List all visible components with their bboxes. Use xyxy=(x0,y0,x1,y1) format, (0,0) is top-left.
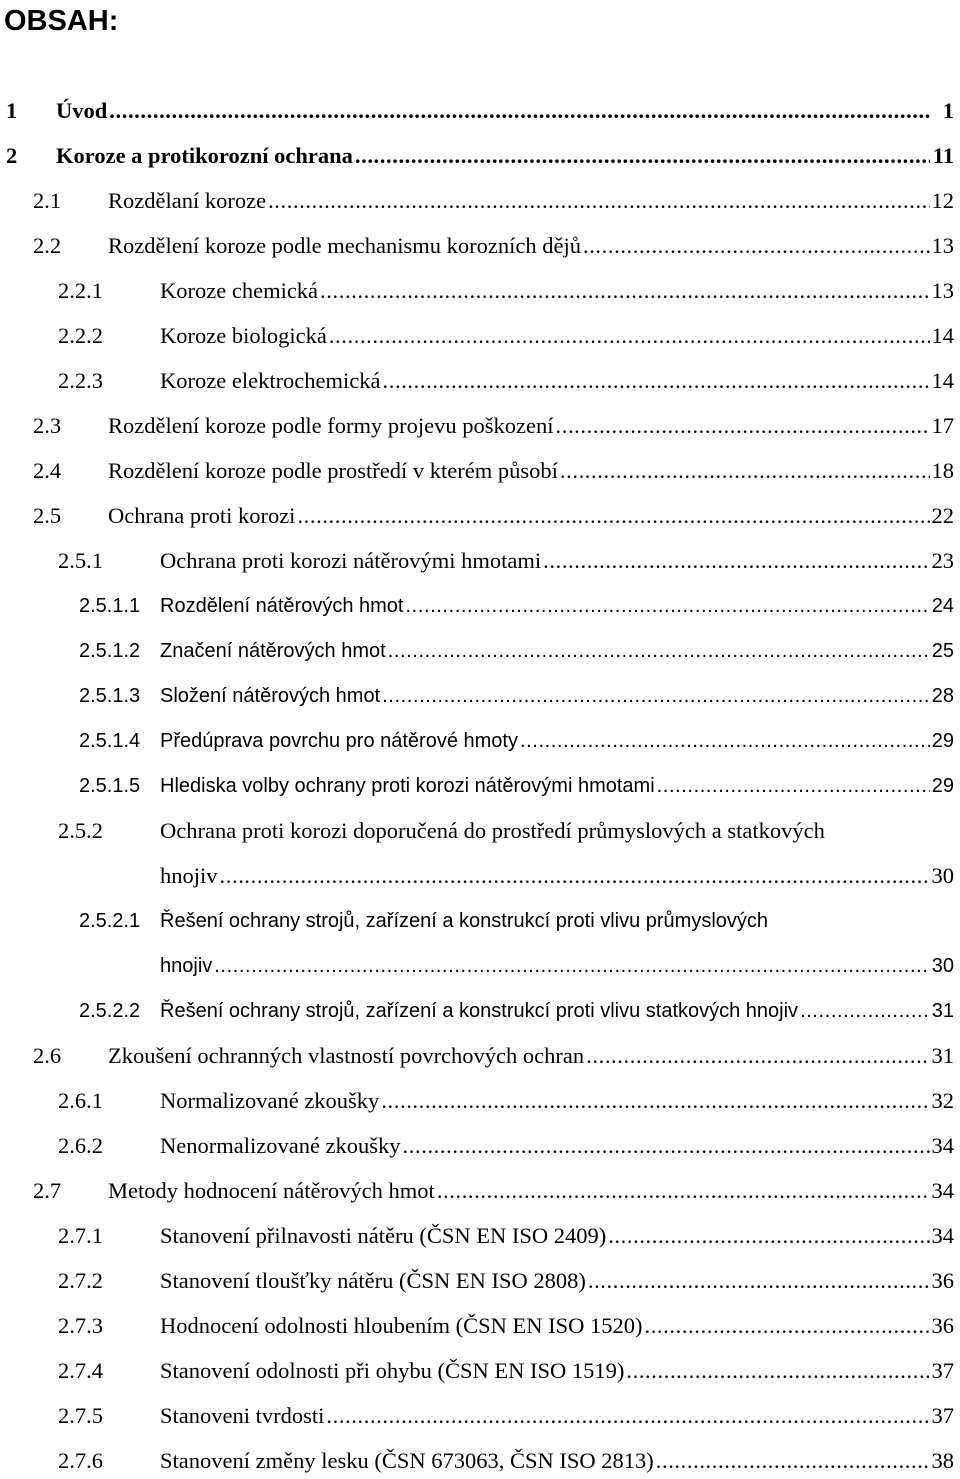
toc-entry-page-number: 12 xyxy=(931,188,954,213)
toc-entry-title: Metody hodnocení nátěrových hmot xyxy=(108,1178,435,1203)
toc-entry-number: 2.4 xyxy=(33,458,62,483)
toc-entry-page-number: 18 xyxy=(931,458,954,483)
toc-entry-title: Stanovení odolnosti při ohybu (ČSN EN ISO 1519) xyxy=(160,1358,625,1383)
toc-entry[interactable] xyxy=(0,678,960,714)
toc-entry-page-number: 13 xyxy=(931,233,954,258)
dot-leader xyxy=(220,858,930,894)
toc-entry-line xyxy=(160,723,954,759)
toc-entry-number: 2.5.1.5 xyxy=(79,775,141,797)
toc-entry-line xyxy=(160,1128,954,1164)
toc-entry-line xyxy=(108,1173,954,1209)
toc-entry-line xyxy=(160,543,954,579)
toc-entry-title: Koroze elektrochemická xyxy=(160,368,381,393)
dot-leader xyxy=(320,273,929,309)
toc-entry-line xyxy=(160,588,954,624)
toc-entry-title: Rozdělení nátěrových hmot xyxy=(160,595,404,617)
toc-entry-page-number: 36 xyxy=(931,1313,954,1338)
toc-entry-line xyxy=(160,993,954,1029)
toc-entry-page-number: 30 xyxy=(931,863,954,888)
toc-entry-continuation[interactable] xyxy=(0,858,960,894)
toc-entry-number: 2.7.5 xyxy=(58,1403,103,1428)
toc-entry-page-number: 34 xyxy=(931,1133,954,1158)
toc-entry[interactable] xyxy=(0,183,960,219)
dot-leader xyxy=(405,588,929,624)
toc-entry-line xyxy=(160,678,954,714)
toc-entry-number: 2.5.2.2 xyxy=(79,1000,141,1022)
toc-entry-line xyxy=(160,1083,954,1119)
toc-entry-page-number: 31 xyxy=(931,1043,954,1068)
dot-leader xyxy=(382,678,930,714)
dot-leader xyxy=(326,1398,929,1434)
page-title: OBSAH: xyxy=(4,5,119,37)
toc-entry-number: 2.2 xyxy=(33,233,62,258)
dot-leader xyxy=(657,768,930,804)
toc-entry-line xyxy=(160,273,954,309)
toc-entry-line xyxy=(160,318,954,354)
toc-entry[interactable] xyxy=(0,1218,960,1254)
toc-entry-title: Koroze chemická xyxy=(160,278,319,303)
dot-leader xyxy=(214,948,929,984)
toc-entry-title: Rozdělení koroze podle mechanismu korozních dějů xyxy=(108,233,581,258)
toc-entry-number: 2.5.2.1 xyxy=(79,910,141,932)
dot-leader xyxy=(388,633,930,669)
dot-leader xyxy=(329,318,930,354)
toc-entry-line xyxy=(160,363,954,399)
dot-leader xyxy=(268,183,929,219)
dot-leader xyxy=(355,138,930,174)
dot-leader xyxy=(608,1218,929,1254)
dot-leader xyxy=(644,1308,929,1344)
toc-entry-number: 2.5.1.1 xyxy=(79,595,141,617)
toc-entry-number: 2.5.1 xyxy=(58,548,103,573)
toc-entry-number: 2.5.2 xyxy=(58,818,103,843)
toc-entry[interactable] xyxy=(0,228,960,264)
toc-entry[interactable] xyxy=(0,138,960,174)
toc-entry[interactable] xyxy=(0,363,960,399)
toc-entry-page-number: 14 xyxy=(931,323,954,348)
toc-entry[interactable] xyxy=(0,813,960,849)
toc-entry[interactable] xyxy=(0,903,960,939)
toc-entry-number: 2 xyxy=(6,143,18,168)
toc-entry-page-number: 17 xyxy=(931,413,954,438)
toc-entry-page-number: 1 xyxy=(942,98,954,123)
toc-entry[interactable] xyxy=(0,1398,960,1434)
toc-entry-title: Normalizované zkoušky xyxy=(160,1088,380,1113)
dot-leader xyxy=(800,993,930,1029)
toc-entry-title: Stanovení změny lesku (ČSN 673063, ČSN ISO 2813) xyxy=(160,1448,654,1473)
toc-entry-line xyxy=(108,183,954,219)
toc-entry-number: 2.6 xyxy=(33,1043,62,1068)
toc-entry-number: 2.6.1 xyxy=(58,1088,103,1113)
toc-entry-line xyxy=(160,858,954,894)
toc-entry[interactable] xyxy=(0,1173,960,1209)
dot-leader xyxy=(588,1263,930,1299)
toc-entry-page-number: 24 xyxy=(931,595,954,617)
toc-entry-page-number: 34 xyxy=(931,1178,954,1203)
toc-entry-number: 2.2.3 xyxy=(58,368,103,393)
toc-entry-line xyxy=(108,228,954,264)
toc-entry[interactable] xyxy=(0,993,960,1029)
dot-leader xyxy=(520,723,930,759)
toc-entry-line xyxy=(108,408,954,444)
toc-entry-line xyxy=(108,1038,954,1074)
toc-entry-line xyxy=(160,1308,954,1344)
toc-entry[interactable] xyxy=(0,453,960,489)
toc-entry[interactable] xyxy=(0,1353,960,1389)
toc-entry-title: Rozdělaní koroze xyxy=(108,188,267,213)
toc-entry[interactable] xyxy=(0,408,960,444)
toc-entry-page-number: 28 xyxy=(931,685,954,707)
toc-entry-number: 2.3 xyxy=(33,413,62,438)
toc-entry-page-number: 31 xyxy=(931,1000,954,1022)
toc-entry-line xyxy=(108,498,954,534)
toc-entry-page-number: 14 xyxy=(931,368,954,393)
toc-entry-number: 2.7.1 xyxy=(58,1223,103,1248)
dot-leader xyxy=(656,1443,930,1479)
toc-entry-page-number: 30 xyxy=(931,955,954,977)
toc-entry-page-number: 38 xyxy=(931,1448,954,1473)
toc-entry[interactable] xyxy=(0,543,960,579)
toc-entry-line xyxy=(160,1218,954,1254)
toc-entry[interactable] xyxy=(0,633,960,669)
toc-entry-number: 2.2.1 xyxy=(58,278,103,303)
toc-entry[interactable] xyxy=(0,1083,960,1119)
toc-entry[interactable] xyxy=(0,93,960,129)
toc-entry-number: 2.2.2 xyxy=(58,323,103,348)
toc-entry-page-number: 11 xyxy=(932,143,954,168)
toc-entry-line xyxy=(56,138,954,174)
toc-entry[interactable] xyxy=(0,1128,960,1164)
toc-entry-number: 2.7.6 xyxy=(58,1448,103,1473)
toc-entry-number: 2.1 xyxy=(33,188,62,213)
toc-entry-number: 1 xyxy=(6,98,18,123)
toc-entry-number: 2.6.2 xyxy=(58,1133,103,1158)
toc-entry-page-number: 36 xyxy=(931,1268,954,1293)
toc-entry[interactable] xyxy=(0,588,960,624)
toc-entry-number: 2.7 xyxy=(33,1178,62,1203)
toc-entry-page-number: 22 xyxy=(931,503,954,528)
toc-entry-number: 2.5 xyxy=(33,503,62,528)
toc-entry-title: Řešení ochrany strojů, zařízení a konstrukcí proti vlivu statkových hnojiv xyxy=(160,1000,799,1022)
toc-entry[interactable] xyxy=(0,723,960,759)
toc-entry-title: Rozdělení koroze podle formy projevu poškození xyxy=(108,413,554,438)
dot-leader xyxy=(109,93,930,129)
toc-entry-page-number: 37 xyxy=(931,1403,954,1428)
toc-entry[interactable] xyxy=(0,1443,960,1479)
toc-entry-number: 2.7.3 xyxy=(58,1313,103,1338)
toc-entry-number: 2.5.1.3 xyxy=(79,685,141,707)
toc-entry-title: Složení nátěrových hmot xyxy=(160,685,381,707)
dot-leader xyxy=(403,1128,930,1164)
toc-entry-title: Ochrana proti korozi nátěrovými hmotami xyxy=(160,548,542,573)
toc-entry[interactable] xyxy=(0,273,960,309)
toc-entry-number: 2.7.4 xyxy=(58,1358,103,1383)
toc-entry-title: Stanovení přilnavosti nátěru (ČSN EN ISO 2409) xyxy=(160,1223,607,1248)
toc-entry-title: Koroze a protikorozní ochrana xyxy=(56,143,353,168)
toc-entry-line xyxy=(160,1398,954,1434)
toc-entry[interactable] xyxy=(0,318,960,354)
toc-entry-title: Koroze biologická xyxy=(160,323,327,348)
toc-entry-continuation[interactable] xyxy=(0,948,960,984)
toc-entry-line xyxy=(160,1263,954,1299)
toc-entry-title: Hlediska volby ochrany proti korozi nátěrovými hmotami xyxy=(160,775,655,797)
toc-entry-line xyxy=(160,768,954,804)
dot-leader xyxy=(560,453,930,489)
toc-entry[interactable] xyxy=(0,1263,960,1299)
toc-entry[interactable] xyxy=(0,768,960,804)
toc-entry[interactable] xyxy=(0,1038,960,1074)
toc-entry-number: 2.5.1.4 xyxy=(79,730,141,752)
toc-entry-title: Nenormalizované zkoušky xyxy=(160,1133,401,1158)
toc-entry-title: Stanovení tloušťky nátěru (ČSN EN ISO 2808) xyxy=(160,1268,586,1293)
toc-entry-page-number: 13 xyxy=(931,278,954,303)
toc-entry-title: Značení nátěrových hmot xyxy=(160,640,386,662)
dot-leader xyxy=(543,543,929,579)
toc-entry-page-number: 37 xyxy=(931,1358,954,1383)
toc-entry-page-number: 29 xyxy=(931,775,954,797)
toc-entry-title: Rozdělení koroze podle prostředí v kterém působí xyxy=(108,458,558,483)
dot-leader xyxy=(583,228,930,264)
toc-entry-title: hnojiv xyxy=(160,863,218,888)
toc-entry-page-number: 29 xyxy=(931,730,954,752)
toc-entry-line xyxy=(160,1353,954,1389)
dot-leader xyxy=(381,1083,929,1119)
toc-entry-line xyxy=(56,93,954,129)
toc-entry-number: 2.7.2 xyxy=(58,1268,103,1293)
dot-leader xyxy=(556,408,930,444)
toc-entry-title: Úvod xyxy=(56,98,108,123)
toc-entry[interactable] xyxy=(0,498,960,534)
toc-entry-title: Ochrana proti korozi xyxy=(108,503,296,528)
dot-leader xyxy=(586,1038,929,1074)
toc-entry-title: Předúprava povrchu pro nátěrové hmoty xyxy=(160,730,518,752)
toc-entry-page-number: 32 xyxy=(931,1088,954,1113)
dot-leader xyxy=(626,1353,929,1389)
toc-entry-page-number: 23 xyxy=(931,548,954,573)
dot-leader xyxy=(383,363,930,399)
toc-entry-title: hnojiv xyxy=(160,955,213,977)
toc-entry-line xyxy=(108,453,954,489)
toc-entry-title: Řešení ochrany strojů, zařízení a konstrukcí proti vlivu průmyslových xyxy=(160,910,769,932)
dot-leader xyxy=(437,1173,930,1209)
toc-entry[interactable] xyxy=(0,1308,960,1344)
toc-entry-title: Zkoušení ochranných vlastností povrchových ochran xyxy=(108,1043,585,1068)
toc-entry-page-number: 34 xyxy=(931,1223,954,1248)
toc-entry-line xyxy=(160,1443,954,1479)
toc-entry-title: Hodnocení odolnosti hloubením (ČSN EN ISO 1520) xyxy=(160,1313,643,1338)
toc-entry-title: Stanoveni tvrdosti xyxy=(160,1403,325,1428)
toc-entry-line xyxy=(160,948,954,984)
toc-entry-title: Ochrana proti korozi doporučená do prostředí průmyslových a statkových xyxy=(160,818,825,843)
toc-entry-page-number: 25 xyxy=(931,640,954,662)
dot-leader xyxy=(297,498,929,534)
toc-entry-number: 2.5.1.2 xyxy=(79,640,141,662)
toc-entry-line xyxy=(160,633,954,669)
